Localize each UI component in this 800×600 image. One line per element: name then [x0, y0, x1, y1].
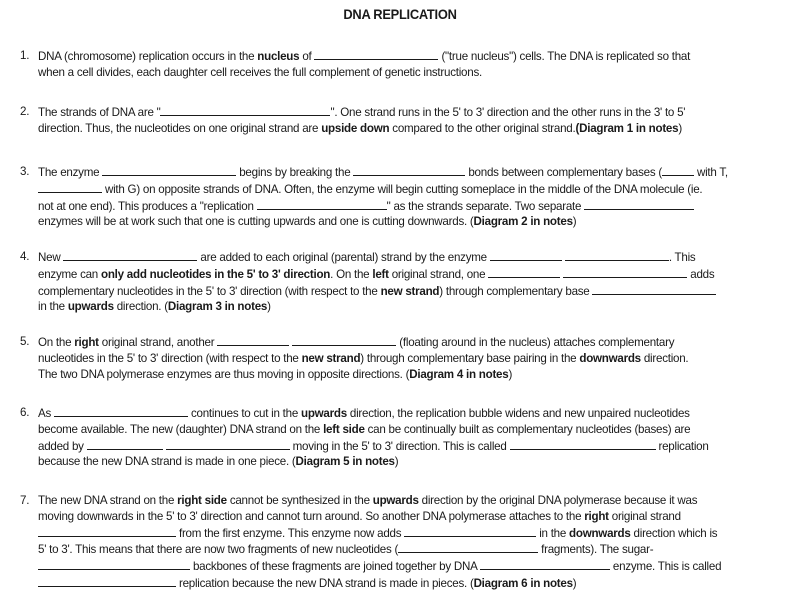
- question-5: [20, 334, 795, 382]
- fill-in-blank[interactable]: [488, 266, 560, 278]
- fill-in-blank[interactable]: [38, 181, 102, 193]
- fill-in-blank[interactable]: [257, 198, 387, 210]
- emphasis-text: Diagram 2 in notes: [473, 215, 573, 229]
- question-7: [20, 493, 795, 592]
- fill-in-blank[interactable]: [584, 198, 694, 210]
- text-line: On the right original strand, another (floating around in the nucleus) attaches complementary: [38, 336, 675, 349]
- text-line: in the upwards direction. (Diagram 3 in notes): [38, 300, 271, 314]
- question-2: [20, 104, 795, 137]
- question-number: 4.: [20, 250, 30, 263]
- fill-in-blank[interactable]: [160, 104, 330, 116]
- fill-in-blank[interactable]: [38, 558, 190, 570]
- fill-in-blank[interactable]: [353, 164, 465, 176]
- fill-in-blank[interactable]: [38, 525, 176, 537]
- page-title: DNA REPLICATION: [343, 6, 457, 22]
- emphasis-text: right side: [177, 494, 227, 507]
- text-line: backbones of these fragments are joined together by DNA enzyme. This is called: [38, 558, 795, 575]
- question-number: 7.: [20, 494, 30, 507]
- question-3: [20, 164, 795, 230]
- text-line: 5' to 3'. This means that there are now two fragments of new nucleotides ( fragments). The sugar-: [38, 543, 654, 557]
- question-1: [20, 48, 795, 81]
- emphasis-text: left side: [323, 422, 365, 436]
- text-line: enzymes will be at work such that one is cutting upwards and one is cutting downwards. (Diagram 2 in notes): [38, 215, 577, 229]
- question-number: 1.: [20, 49, 30, 62]
- text-line: direction. Thus, the nucleotides on one original strand are upside down compared to the other original strand.(Diagram 1 in notes): [38, 121, 682, 135]
- fill-in-blank[interactable]: [63, 249, 197, 261]
- emphasis-text: Diagram 3 in notes: [167, 300, 268, 314]
- fill-in-blank[interactable]: [54, 405, 188, 417]
- emphasis-text: nucleus: [257, 50, 300, 63]
- fill-in-blank[interactable]: [38, 575, 176, 587]
- fill-in-blank[interactable]: [565, 249, 669, 261]
- fill-in-blank[interactable]: [480, 558, 610, 570]
- fill-in-blank[interactable]: [592, 283, 716, 295]
- text-line: from the first enzyme. This enzyme now adds in the downwards direction which is: [38, 525, 795, 542]
- text-line: complementary nucleotides in the 5' to 3' direction (with respect to the new strand) through complementary base: [38, 283, 795, 300]
- text-line: The strands of DNA are " ". One strand runs in the 5' to 3' direction and the other runs in the 3' to 5': [38, 106, 686, 119]
- emphasis-text: downwards: [579, 351, 641, 365]
- emphasis-text: upwards: [67, 300, 114, 314]
- question-text: [38, 104, 795, 137]
- question-number: 3.: [20, 165, 30, 178]
- fill-in-blank[interactable]: [662, 164, 694, 176]
- emphasis-text: Diagram 4 in notes: [409, 367, 509, 381]
- question-text: [38, 249, 795, 315]
- emphasis-text: upside down: [321, 121, 390, 135]
- question-4: [20, 249, 795, 315]
- emphasis-text: left: [372, 267, 389, 281]
- fill-in-blank[interactable]: [292, 334, 396, 346]
- emphasis-text: right: [74, 336, 99, 349]
- text-line: The new DNA strand on the right side cannot be synthesized in the upwards direction by the original DNA polymerase because it was: [38, 494, 698, 507]
- text-line: because the new DNA strand is made in one piece. (Diagram 5 in notes): [38, 455, 399, 469]
- fill-in-blank[interactable]: [398, 541, 538, 553]
- fill-in-blank[interactable]: [510, 438, 656, 450]
- question-text: [38, 493, 795, 592]
- fill-in-blank[interactable]: [166, 438, 290, 450]
- question-text: [38, 405, 795, 470]
- text-line: DNA (chromosome) replication occurs in the nucleus of ("true nucleus") cells. The DNA is replicated so that: [38, 50, 691, 63]
- fill-in-blank[interactable]: [102, 164, 236, 176]
- fill-in-blank[interactable]: [314, 48, 438, 60]
- fill-in-blank[interactable]: [217, 334, 289, 346]
- question-number: 5.: [20, 335, 30, 348]
- fill-in-blank[interactable]: [490, 249, 562, 261]
- emphasis-text: Diagram 6 in notes: [473, 576, 573, 590]
- text-line: with G) on opposite strands of DNA. Often, the enzyme will begin cutting someplace in the middle of the DNA molecule (ie.: [38, 181, 795, 198]
- text-line: when a cell divides, each daughter cell receives the full complement of genetic instructions.: [38, 65, 482, 79]
- text-line: moving downwards in the 5' to 3' direction and cannot turn around. So another DNA polymerase attaches to the right original strand: [38, 509, 681, 523]
- text-line: nucleotides in the 5' to 3' direction (with respect to the new strand) through complementary base pairing in the downwards direction.: [38, 351, 689, 365]
- text-line: enzyme can only add nucleotides in the 5' to 3' direction. On the left original strand, one adds: [38, 267, 715, 281]
- question-text: [38, 334, 795, 382]
- emphasis-text: new strand: [380, 284, 440, 298]
- emphasis-text: right: [584, 509, 609, 523]
- emphasis-text: upwards: [372, 494, 419, 507]
- fill-in-blank[interactable]: [87, 438, 163, 450]
- text-line: not at one end). This produces a "replication " as the strands separate. Two separate: [38, 198, 795, 215]
- question-number: 6.: [20, 406, 30, 419]
- fill-in-blank[interactable]: [404, 525, 536, 537]
- emphasis-text: downwards: [569, 526, 631, 540]
- text-line: New are added to each original (parental) strand by the enzyme . This: [38, 251, 696, 264]
- question-text: [38, 164, 795, 230]
- question-6: [20, 405, 795, 470]
- text-line: The two DNA polymerase enzymes are thus moving in opposite directions. (Diagram 4 in notes): [38, 367, 513, 381]
- emphasis-text: Diagram 5 in notes: [295, 455, 395, 469]
- question-number: 2.: [20, 105, 30, 118]
- emphasis-text: new strand: [301, 351, 361, 365]
- question-text: [38, 48, 795, 81]
- emphasis-text: upwards: [301, 407, 347, 420]
- text-line: become available. The new (daughter) DNA strand on the left side can be continually built as complementary nucleotides (bases) are: [38, 422, 691, 436]
- text-line: added by moving in the 5' to 3' direction. This is called replication: [38, 439, 709, 453]
- emphasis-text: (Diagram 1 in notes: [575, 121, 679, 135]
- text-line: As continues to cut in the upwards direction, the replication bubble widens and new unpaired nucleotides: [38, 407, 690, 420]
- fill-in-blank[interactable]: [563, 266, 687, 278]
- text-line: The enzyme begins by breaking the bonds between complementary bases ( with T,: [38, 166, 728, 179]
- text-line: replication because the new DNA strand is made in pieces. (Diagram 6 in notes): [38, 575, 795, 592]
- emphasis-text: only add nucleotides in the 5' to 3' direction: [100, 267, 331, 281]
